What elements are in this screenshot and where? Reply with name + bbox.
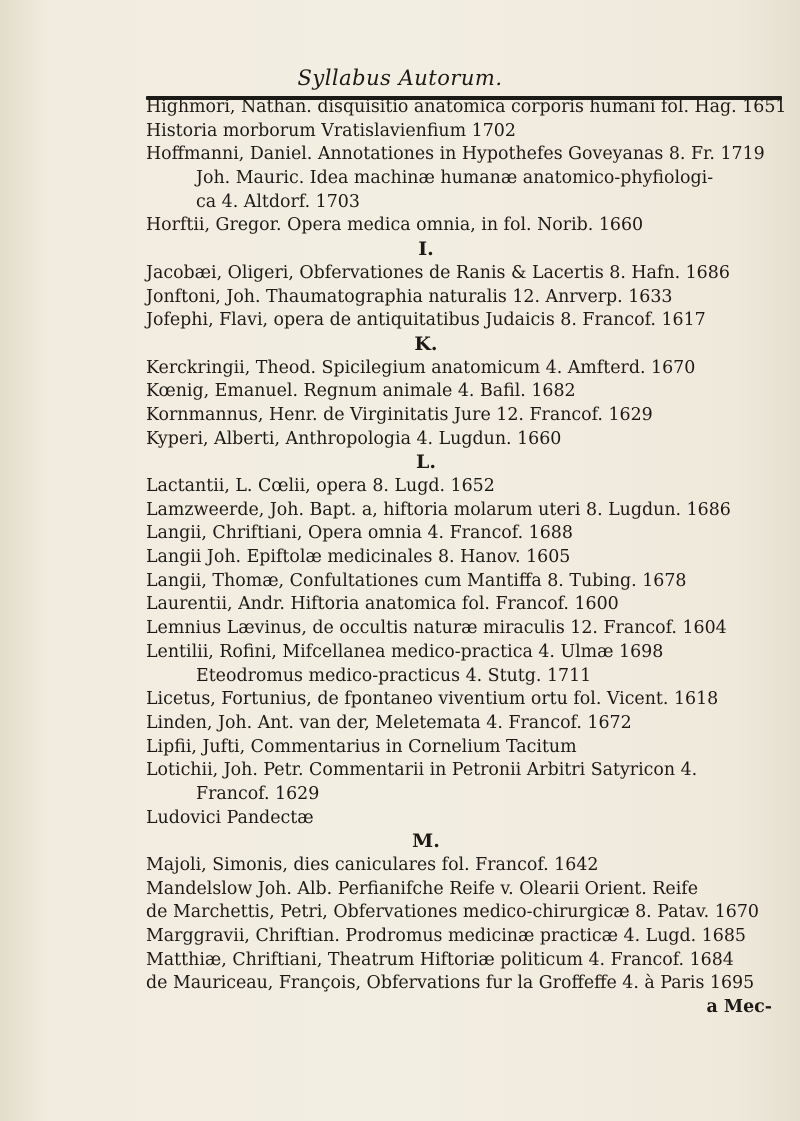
bibliography-entry: Francof. 1629 <box>196 783 320 804</box>
bibliography-entry: de Mauriceau, François, Obfervations fur la Groffeffe 4. à Paris 1695 <box>146 973 755 994</box>
bibliography-entry: Eteodromus medico-practicus 4. Stutg. 1711 <box>196 665 592 686</box>
bibliography-entry: Marggravii, Chriftian. Prodromus medicinæ practicæ 4. Lugd. 1685 <box>146 926 746 947</box>
bibliography-entry: Langii Joh. Epiftolæ medicinales 8. Hanov. 1605 <box>146 547 571 568</box>
bibliography-entry: Kornmannus, Henr. de Virginitatis Jure 12. Francof. 1629 <box>146 404 653 425</box>
bibliography-entry: Highmori, Nathan. disquisitio anatomica corporis humani fol. Hag. 1651 <box>146 97 787 117</box>
bibliography-entry: ca 4. Altdorf. 1703 <box>196 191 360 212</box>
bibliography-entry: Jonftoni, Joh. Thaumatographia naturalis 12. Anrverp. 1633 <box>146 286 673 307</box>
bibliography-entry: Lipfii, Jufti, Commentarius in Cornelium Tacitum <box>146 736 577 757</box>
bibliography-entry: Lamzweerde, Joh. Bapt. a, hiftoria molarum uteri 8. Lugdun. 1686 <box>146 499 731 520</box>
bibliography-entry: Mandelslow Joh. Alb. Perfianifche Reife v. Olearii Orient. Reife <box>146 878 698 899</box>
bibliography-entry: de Marchettis, Petri, Obfervationes medico-chirurgicæ 8. Patav. 1670 <box>146 902 759 923</box>
section-letter: I. <box>418 238 434 261</box>
bibliography-entry: Ludovici Pandectæ <box>146 807 314 828</box>
bibliography-entry: Linden, Joh. Ant. van der, Meletemata 4. Francof. 1672 <box>146 712 632 733</box>
bibliography-entry: Joh. Mauric. Idea machinæ humanæ anatomico-phyfiologi- <box>196 168 714 189</box>
bibliography-entry: Langii, Chriftiani, Opera omnia 4. Francof. 1688 <box>146 523 573 544</box>
running-header: Syllabus Autorum. <box>297 66 503 90</box>
bibliography-entry: Lactantii, L. Cœlii, opera 8. Lugd. 1652 <box>146 476 495 496</box>
bibliography-entry: Historia morborum Vratislavienfium 1702 <box>146 120 516 141</box>
bibliography-entry: Lotichii, Joh. Petr. Commentarii in Petronii Arbitri Satyricon 4. <box>146 760 698 781</box>
bibliography-entry: Kyperi, Alberti, Anthropologia 4. Lugdun. 1660 <box>146 428 562 449</box>
section-letter: K. <box>414 332 438 355</box>
bibliography-entry: Horftii, Gregor. Opera medica omnia, in fol. Norib. 1660 <box>146 215 644 236</box>
bibliography-entry: Kœnig, Emanuel. Regnum animale 4. Bafil. 1682 <box>146 381 576 402</box>
bibliography-entry: Lemnius Lævinus, de occultis naturæ miraculis 12. Francof. 1604 <box>146 618 727 639</box>
section-letter: M. <box>412 830 440 853</box>
bibliography-entry: Hoffmanni, Daniel. Annotationes in Hypothefes Goveyanas 8. Fr. 1719 <box>146 144 765 165</box>
catchword: a Mec- <box>706 997 772 1018</box>
bibliography-entry: Licetus, Fortunius, de fpontaneo viventium ortu fol. Vicent. 1618 <box>146 689 719 710</box>
bibliography-entry: Lentilii, Rofini, Mifcellanea medico-practica 4. Ulmæ 1698 <box>146 641 664 662</box>
bibliography-list <box>146 96 796 1020</box>
bibliography-entry: Matthiæ, Chriftiani, Theatrum Hiftoriæ politicum 4. Francof. 1684 <box>146 949 734 970</box>
bibliography-entry: Jofephi, Flavi, opera de antiquitatibus Judaicis 8. Francof. 1617 <box>146 310 706 331</box>
bibliography-entry: Jacobæi, Oligeri, Obfervationes de Ranis & Lacertis 8. Hafn. 1686 <box>146 262 730 283</box>
bibliography-entry: Kerckringii, Theod. Spicilegium anatomicum 4. Amfterd. 1670 <box>146 357 696 378</box>
section-letter: L. <box>416 451 436 474</box>
bibliography-entry: Langii, Thomæ, Confultationes cum Mantiffa 8. Tubing. 1678 <box>146 570 687 591</box>
bibliography-entry: Laurentii, Andr. Hiftoria anatomica fol. Francof. 1600 <box>146 594 619 615</box>
bibliography-entry: Majoli, Simonis, dies caniculares fol. Francof. 1642 <box>146 855 599 875</box>
